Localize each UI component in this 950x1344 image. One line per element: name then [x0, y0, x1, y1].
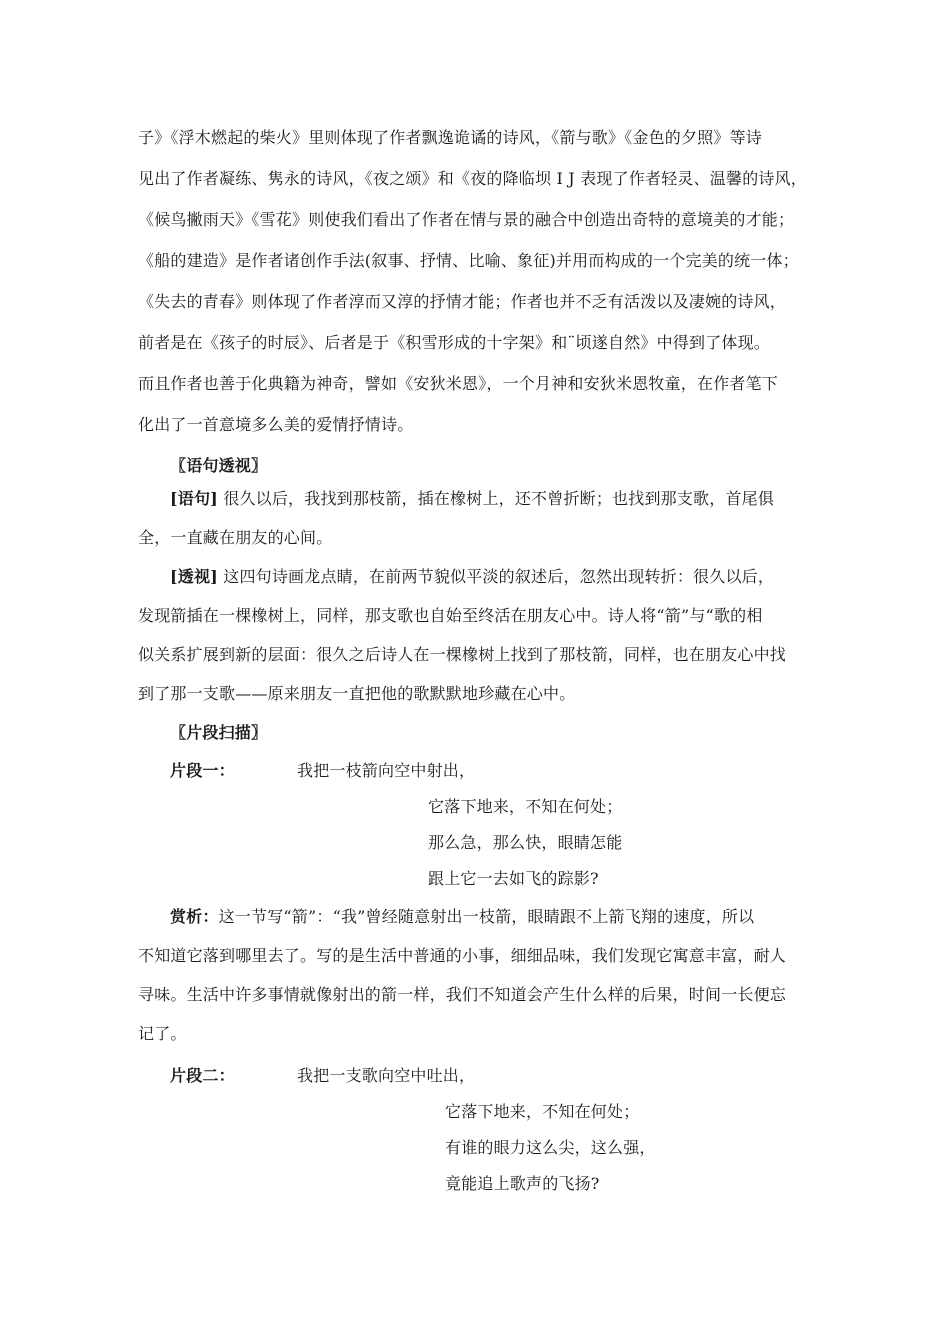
fragment2-label: 片段二： — [170, 1066, 235, 1085]
fragment2-verse-2: 它落下地来，不知在何处； — [445, 1102, 640, 1121]
analysis-line-4: 到了那一支歌——原来朋友一直把他的歌默默地珍藏在心中。 — [138, 684, 576, 703]
fragment-section-heading: 〖片段扫描〗 — [170, 723, 268, 742]
appreciation-line-2: 不知道它落到哪里去了。写的是生活中普通的小事，细细品味，我们发现它寓意丰富，耐人 — [138, 946, 787, 965]
intro-line-1: 子》《浮木燃起的柴火》里则体现了作者飘逸诡谲的诗风，《箭与歌》《金色的夕照》等诗 — [138, 128, 763, 147]
appreciation-line-4: 记了。 — [138, 1024, 187, 1043]
sentence-text-1: 很久以后，我找到那枝箭，插在橡树上，还不曾折断；也找到那支歌，首尾俱 — [223, 489, 775, 508]
intro-line-2: 见出了作者凝练、隽永的诗风，《夜之颂》和《夜的降临坝 I J 表现了作者轻灵、温馨的诗风， — [138, 169, 807, 188]
intro-line-7: 而且作者也善于化典籍为神奇，譬如《安狄米恩》，一个月神和安狄米恩牧童，在作者笔下 — [138, 374, 779, 393]
fragment1-verse-2: 它落下地来，不知在何处； — [428, 797, 623, 816]
sentence-line-1 — [170, 489, 774, 509]
sentence-line-2: 全，一直藏在朋友的心间。 — [138, 528, 333, 547]
intro-line-5: 《失去的青春》则体现了作者淳而又淳的抒情才能；作者也并不乏有活泼以及凄婉的诗风， — [138, 292, 787, 311]
analysis-line-1 — [170, 567, 774, 587]
intro-line-3: 《候鸟撇雨天》《雪花》则使我们看出了作者在情与景的融合中创造出奇特的意境美的才能； — [138, 210, 795, 229]
analysis-text-1: 这四句诗画龙点睛，在前两节貌似平淡的叙述后，忽然出现转折：很久以后， — [223, 567, 775, 586]
fragment2-verse-4: 竟能追上歌声的飞扬? — [445, 1174, 600, 1193]
fragment1-label: 片段一： — [170, 761, 235, 780]
appreciation-label: 赏析： — [170, 907, 219, 926]
fragment2-verse-3: 有谁的眼力这么尖，这么强， — [445, 1138, 656, 1157]
appreciation-text-1: 这一节写“箭”：“我”曾经随意射出一枝箭，眼睛跟不上箭飞翔的速度，所以 — [218, 907, 755, 926]
sentence-section-heading: 〖语句透视〗 — [170, 456, 268, 475]
analysis-line-2: 发现箭插在一棵橡树上，同样，那支歌也自始至终活在朋友心中。诗人将“箭”与“歌的相 — [138, 606, 763, 625]
sentence-tag: [语句] — [170, 489, 218, 508]
intro-line-6: 前者是在《孩子的时辰》、后者是于《积雪形成的十字架》和¨顷遂自然》中得到了体现。 — [138, 333, 771, 352]
analysis-tag: [透视] — [170, 567, 218, 586]
fragment2-verse-1: 我把一支歌向空中吐出， — [297, 1066, 476, 1085]
appreciation-line-1 — [170, 907, 754, 927]
fragment1-verse-3: 那么急，那么快，眼睛怎能 — [428, 833, 623, 852]
fragment1-verse-1: 我把一枝箭向空中射出， — [297, 761, 476, 780]
fragment1-verse-4: 跟上它一去如飞的踪影? — [428, 869, 599, 888]
analysis-line-3: 似关系扩展到新的层面：很久之后诗人在一棵橡树上找到了那枝箭，同样，也在朋友心中找 — [138, 645, 787, 664]
intro-line-4: 《船的建造》是作者诸创作手法(叙事、抒情、比喻、象征)并用而构成的一个完美的统一体； — [138, 251, 799, 270]
appreciation-line-3: 寻味。生活中许多事情就像射出的箭一样，我们不知道会产生什么样的后果，时间一长便忘 — [138, 985, 787, 1004]
intro-line-8: 化出了一首意境多么美的爱情抒情诗。 — [138, 415, 414, 434]
